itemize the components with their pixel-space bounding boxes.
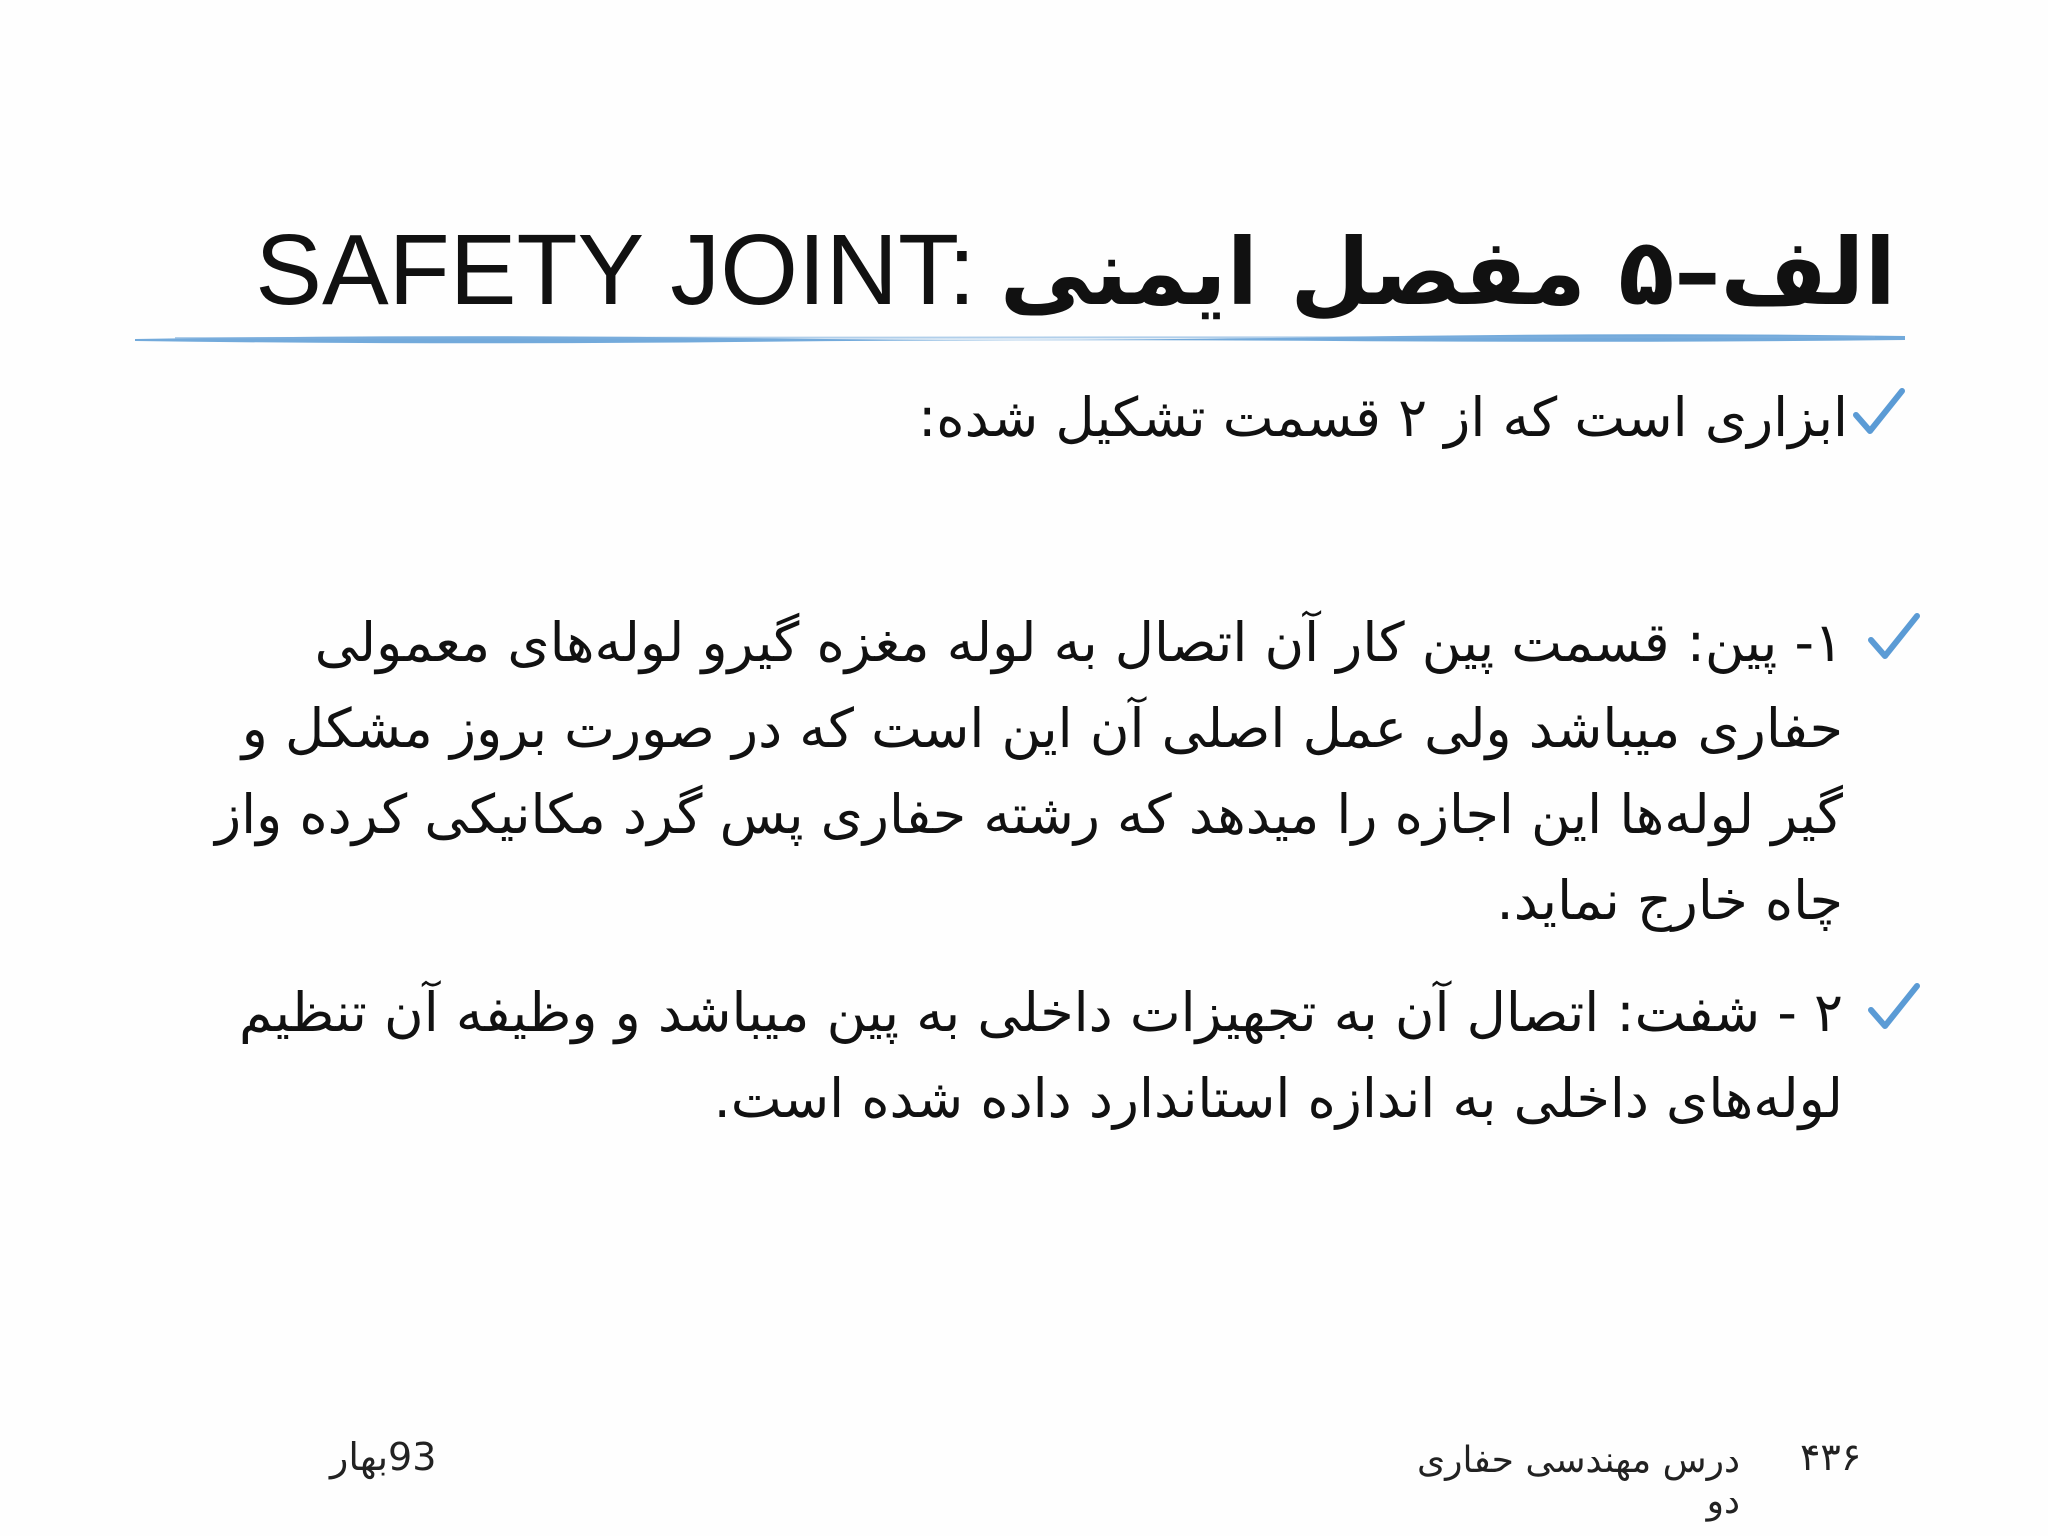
title-underline xyxy=(135,330,1905,346)
bullet-intro-text: ابزاری است که از ۲ قسمت تشکیل شده: xyxy=(918,386,1848,449)
title-persian: الف–۵ مفصل ایمنی xyxy=(999,219,1896,326)
footer-course-name: درس مهندسی حفاری دو xyxy=(1416,1440,1740,1522)
page-number: ۴۳۶ xyxy=(1800,1435,1862,1479)
title-english: SAFETY JOINT: xyxy=(255,214,976,326)
bullet-shaft xyxy=(183,970,1843,1142)
footer-season: 93بهار xyxy=(330,1435,437,1479)
bullet-pin xyxy=(183,600,1843,944)
check-icon xyxy=(1863,978,1923,1038)
check-icon xyxy=(1863,608,1923,668)
check-icon xyxy=(1848,383,1908,443)
bullet-shaft-text: ۲ - شفت: اتصال آن به تجهیزات داخلی به پین میباشد و وظیفه آن تنظیم لوله‌های داخلی به اندازه استاندارد داده شده است. xyxy=(239,981,1843,1130)
slide-title xyxy=(246,200,1896,340)
bullet-intro xyxy=(548,375,1848,461)
bullet-pin-text: ۱- پین: قسمت پین کار آن اتصال به لوله مغزه گیرو لوله‌های معمولی حفاری میباشد ولی عمل اصلی آن این است که در صورت بروز مشکل و گیر لوله‌ها این اجازه را میدهد که رشته حفاری پس گرد مکانیکی کرده واز چاه خارج نماید. xyxy=(215,611,1843,932)
